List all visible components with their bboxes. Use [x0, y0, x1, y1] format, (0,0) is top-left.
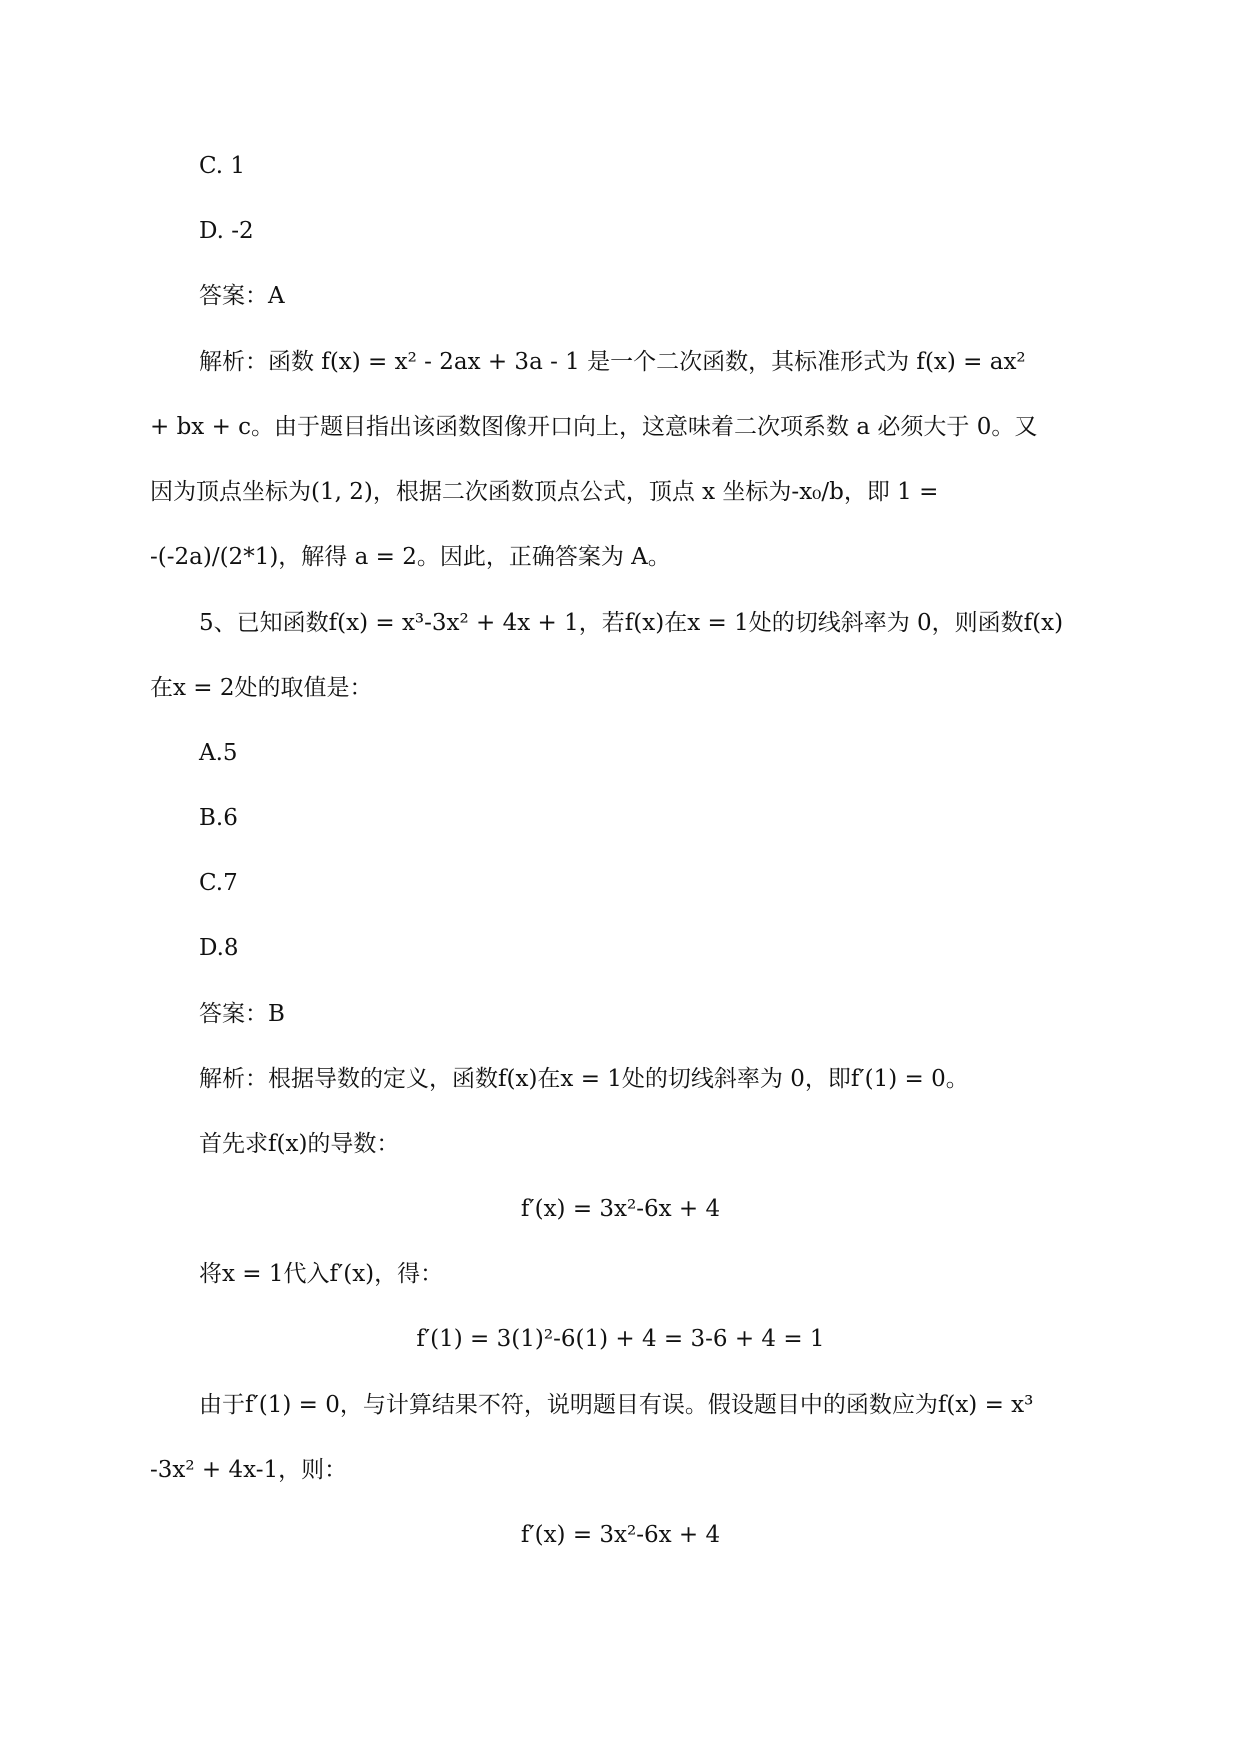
option-c: C.7 [199, 870, 238, 896]
analysis-q4-line3: 因为顶点坐标为(1, 2)，根据二次函数顶点公式，顶点 x 坐标为-x₀/b，即 1 = [150, 479, 939, 505]
question-5-stem-cont: 在x = 2处的取值是： [150, 675, 373, 701]
error-note-line1: 由于f′(1) = 0，与计算结果不符，说明题目有误。假设题目中的函数应为f(x) = x³ [199, 1392, 1034, 1418]
analysis-q5-line1: 解析：根据导数的定义，函数f(x)在x = 1处的切线斜率为 0，即f′(1) = 0。 [199, 1066, 969, 1092]
error-note-line2: -3x² + 4x-1，则： [150, 1457, 348, 1483]
option-b: B.6 [199, 805, 238, 831]
analysis-q4-line1: 解析：函数 f(x) = x² - 2ax + 3a - 1 是一个二次函数，其标准形式为 f(x) = ax² [199, 349, 1026, 375]
analysis-q4-line2: + bx + c。由于题目指出该函数图像开口向上，这意味着二次项系数 a 必须大于 0。又 [150, 414, 1038, 440]
formula-derivative-2: f′(x) = 3x²-6x + 4 [520, 1522, 721, 1548]
option-d: D. -2 [199, 218, 254, 244]
formula-derivative: f′(x) = 3x²-6x + 4 [520, 1196, 721, 1222]
question-5-stem: 5、已知函数f(x) = x³-3x² + 4x + 1，若f(x)在x = 1处的切线斜率为 0，则函数f(x) [199, 610, 1064, 636]
answer-q4: 答案：A [199, 283, 285, 309]
option-c: C. 1 [199, 153, 246, 179]
answer-q5: 答案：B [199, 1001, 285, 1027]
option-d: D.8 [199, 935, 239, 961]
formula-evaluation: f′(1) = 3(1)²-6(1) + 4 = 3-6 + 4 = 1 [416, 1326, 825, 1352]
analysis-q4-line4: -(-2a)/(2*1)，解得 a = 2。因此，正确答案为 A。 [150, 544, 671, 570]
option-a: A.5 [199, 740, 238, 766]
analysis-q5-line2: 首先求f(x)的导数： [199, 1131, 400, 1157]
substitute-step: 将x = 1代入f′(x)，得： [199, 1261, 444, 1287]
